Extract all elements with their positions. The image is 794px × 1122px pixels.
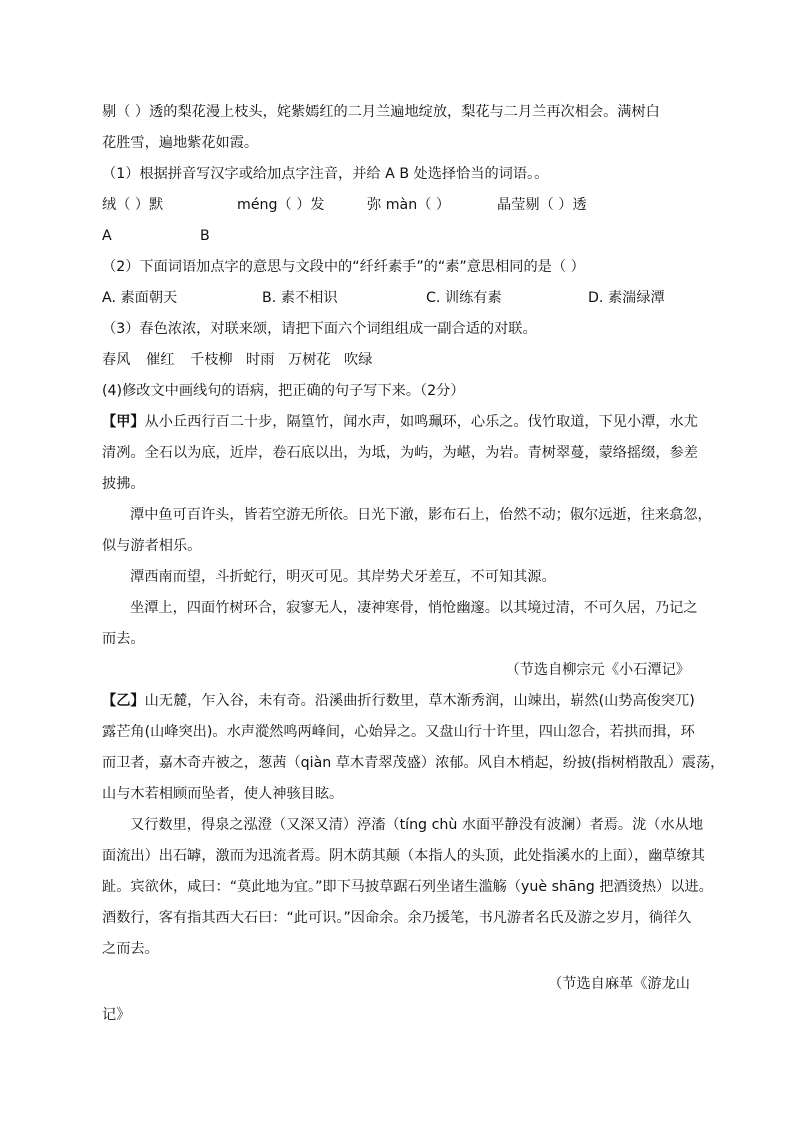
q2-option-c: C. 训练有素 xyxy=(426,290,502,306)
passage-yi-para2-line-5: 之而去。 xyxy=(102,941,159,957)
passage-jia-para2-line-1: 潭中鱼可百许头，皆若空游无所依。日光下澈，影布石上，佁然不动；俶尔远逝，往来翕忽， xyxy=(130,507,712,523)
passage-jia-para3-line-1: 潭西南而望，斗折蛇行，明灭可见。其岸势犬牙差互，不可知其源。 xyxy=(130,569,556,585)
passage-yi-line-3: 而卫者，嘉木奇卉被之，葱茜（qiàn 草木青翠茂盛）浓郁。风自木梢起，纷披(指树梢散乱）震荡， xyxy=(102,755,725,771)
passage-jia-para2-line-2: 似与游者相乐。 xyxy=(102,538,202,554)
question-4-prompt: (4)修改文中画线句的语病，把正确的句子写下来。（2分） xyxy=(102,383,465,399)
question-3-words xyxy=(102,350,694,370)
blank-b-label: B xyxy=(200,228,210,244)
passage-yi-label: 【乙】 xyxy=(102,693,145,709)
q1-item-2: méng（ ）发 xyxy=(237,197,325,213)
q3-word-1: 春风 xyxy=(102,352,131,368)
passage-jia-line-2: 清冽。全石以为底，近岸，卷石底以出，为坻，为屿，为嵁，为岩。青树翠蔓，蒙络摇缀，参差 xyxy=(102,445,698,461)
intro-line-1: 剔（ ）透的梨花漫上枝头，姹紫嫣红的二月兰遍地绽放，梨花与二月兰再次相会。满树白 xyxy=(102,104,660,120)
question-2-options xyxy=(102,288,694,308)
question-1-items xyxy=(102,195,694,215)
q1-item-3: 弥 màn（ ） xyxy=(367,197,451,213)
q1-item-1: 绒（ ）默 xyxy=(102,197,164,213)
passage-yi-line-1 xyxy=(102,691,694,711)
passage-yi-text: 山无麓，乍入谷，未有奇。沿溪曲折行数里，草木渐秀润，山竦出，崭然(山势高俊突兀) xyxy=(144,693,695,709)
passage-yi-para2-line-3: 趾。宾欲休，咸曰：“莫此地为宜。”即下马披草踞石列坐诸生滥觞（yuè shāng 把酒烫热）以进。 xyxy=(102,879,713,895)
passage-jia-para4-line-1: 坐潭上，四面竹树环合，寂寥无人，凄神寒骨，悄怆幽邃。以其境过清，不可久居，乃记之 xyxy=(130,600,698,616)
passage-jia-para4-line-2: 而去。 xyxy=(102,631,145,647)
blank-a-label: A xyxy=(102,228,112,244)
passage-yi-source-line-2: 记》 xyxy=(102,1007,131,1023)
passage-yi-line-2: 露芒角(山峰突出)。水声漎然鸣两峰间，心始异之。又盘山行十许里，四山忽合，若拱而揖，环 xyxy=(102,724,695,740)
q3-word-6: 吹绿 xyxy=(344,352,373,368)
intro-line-2: 花胜雪，遍地紫花如霞。 xyxy=(102,135,259,151)
passage-jia-line-1 xyxy=(102,412,698,432)
passage-jia-text: 从小丘西行百二十步，隔篁竹，闻水声，如鸣珮环，心乐之。伐竹取道，下见小潭，水尤 xyxy=(144,414,698,430)
passage-yi-para2-line-1: 又行数里，得泉之泓澄（又深又清）渟滀（tíng chù 水面平静没有波澜）者焉。泷（水从地 xyxy=(130,817,704,833)
question-1-blanks xyxy=(102,226,694,246)
passage-jia-source: （节选自柳宗元《小石潭记》 xyxy=(505,662,690,678)
q3-word-5: 万树花 xyxy=(288,352,331,368)
passage-yi-source-line-1: （节选自麻革《游龙山 xyxy=(548,976,690,992)
passage-yi-para2-line-4: 酒数行，客有指其西大石曰：“此可识。”因命余。余乃援笔，书凡游者名氏及游之岁月，徜徉久 xyxy=(102,910,692,926)
q1-item-4: 晶莹剔（ ）透 xyxy=(497,197,587,213)
q3-word-3: 千枝柳 xyxy=(190,352,233,368)
question-1-prompt: （1）根据拼音写汉字或给加点字注音，并给 A B 处选择恰当的词语。。 xyxy=(102,166,549,182)
q2-option-d: D. 素湍绿潭 xyxy=(588,290,665,306)
passage-yi-line-4: 山与木若相顾而坠者，使人神骇目眩。 xyxy=(102,786,344,802)
question-2-prompt: （2）下面词语加点字的意思与文段中的“纤纤素手”的“素”意思相同的是（ ） xyxy=(102,259,585,275)
q2-option-b: B. 素不相识 xyxy=(262,290,338,306)
q2-option-a: A. 素面朝天 xyxy=(102,290,178,306)
passage-yi-para2-line-2: 面流出）出石罅，激而为迅流者焉。阴木荫其颠（本指人的头顶，此处指溪水的上面），幽草缭其 xyxy=(102,848,705,864)
q3-word-2: 催红 xyxy=(146,352,175,368)
q3-word-4: 时雨 xyxy=(246,352,275,368)
question-3-prompt: （3）春色浓浓，对联来颂，请把下面六个词组组成一副合适的对联。 xyxy=(102,321,537,337)
passage-jia-line-3: 披拂。 xyxy=(102,476,145,492)
passage-jia-label: 【甲】 xyxy=(102,414,145,430)
